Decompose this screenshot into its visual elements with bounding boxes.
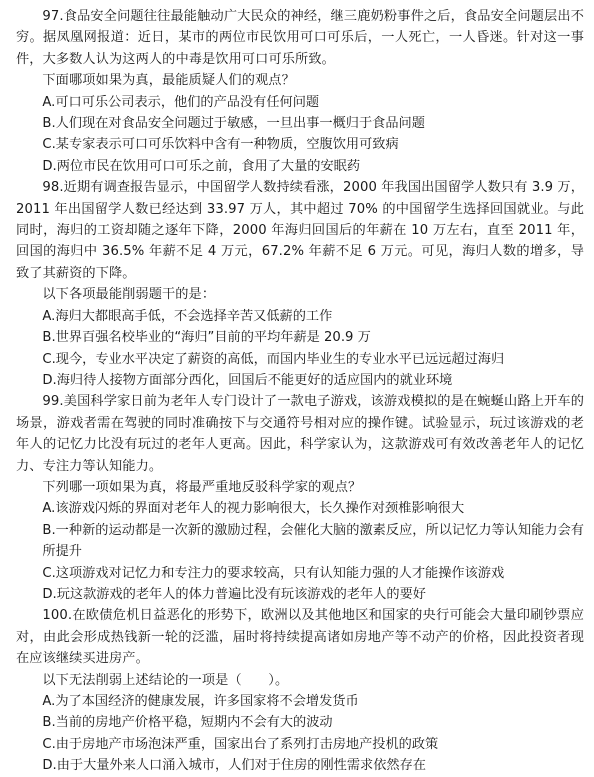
question-number: 99. <box>42 394 64 410</box>
option-d: D.玩这款游戏的老年人的体力普遍比没有玩该游戏的老年人的要好 <box>42 586 426 602</box>
question-99 <box>16 391 584 605</box>
question-text: 食品安全问题往往最能触动广大民众的神经，继三鹿奶粉事件之后，食品安全问题层出不穷。据凤凰网报道：近日，某市的两位市民饮用可口可乐后，一人死亡，一人昏迷。针对这一事件，大多数人认为这两人的中毒是饮用可口可乐所致。 <box>16 9 584 67</box>
question-text: 在欧债危机日益恶化的形势下，欧洲以及其他地区和国家的央行可能会大量印刷钞票应对，由此会形成热钱新一轮的泛滥，届时将持续提高诸如房地产等不动产的价格，因此投资者现在应该继续买进房产。 <box>16 608 584 667</box>
question-text: 近期有调查报告显示，中国留学人数持续看涨，2000 年我国出国留学人数只有 3.9 万，2011 年出国留学人数已经达到 33.97 万人，其中超过 70% 的中国留学生选择回国就业。与此同时，海归的工资却随之逐年下降，2000 年海归回国后的年薪在 10 万左右，直至 2011 年，回国的海归中 36.5% 年薪不足 4 万元，67.2% 年薪不足 6 万元。可见，海归人数的增多，导致了其薪资的下降。 <box>16 180 584 281</box>
option-c: C.现今，专业水平决定了薪资的高低，而国内毕业生的专业水平已远远超过海归 <box>42 351 505 367</box>
question-prompt: 以下无法削弱上述结论的一项是（ ）。 <box>42 672 289 688</box>
option-d: D.两位市民在饮用可口可乐之前，食用了大量的安眠药 <box>42 158 361 174</box>
option-c: C.这项游戏对记忆力和专注力的要求较高，只有认知能力强的人才能操作该游戏 <box>42 565 505 581</box>
option-b: B.当前的房地产价格平稳，短期内不会有大的波动 <box>42 715 333 731</box>
option-b: B.人们现在对食品安全问题过于敏感，一旦出事一概归于食品问题 <box>42 116 425 132</box>
option-d: D.海归待人接物方面部分西化，回国后不能更好的适应国内的就业环境 <box>42 372 453 388</box>
question-stem <box>16 605 584 669</box>
option-b: B.世界百强名校毕业的“海归”目前的平均年薪是 20.9 万 <box>42 330 371 346</box>
question-100 <box>16 605 584 776</box>
option-b: B.一种新的运动都是一次新的激励过程，会催化大脑的激素反应，所以记忆力等认知能力会有所提升 <box>42 522 584 560</box>
question-number: 100. <box>42 608 73 624</box>
option-c: C.某专家表示可口可乐饮料中含有一种物质，空腹饮用可致病 <box>42 137 399 153</box>
option-d: D.由于大量外来人口涌入城市，人们对于住房的刚性需求依然存在 <box>42 758 426 774</box>
question-97 <box>16 6 584 177</box>
option-a: A.可口可乐公司表示，他们的产品没有任何问题 <box>42 94 320 110</box>
option-c: C.由于房地产市场泡沫严重，国家出台了系列打击房地产投机的政策 <box>42 736 439 752</box>
question-prompt: 下面哪项如果为真，最能质疑人们的观点？ <box>42 73 295 89</box>
option-a: A.海归大都眼高手低，不会选择辛苦又低薪的工作 <box>42 308 333 324</box>
question-prompt: 下列哪一项如果为真，将最严重地反驳科学家的观点？ <box>42 479 362 495</box>
question-text: 美国科学家日前为老年人专门设计了一款电子游戏，该游戏模拟的是在蜿蜒山路上开车的场景，游戏者需在驾驶的同时准确按下与交通符号相对应的操作键。试验显示，玩过该游戏的老年人的记忆力比没有玩过的老年人更高。因此，科学家认为，这款游戏可有效改善老年人的记忆力、专注力等认知能力。 <box>16 394 584 474</box>
question-stem <box>16 391 584 477</box>
question-prompt: 以下各项最能削弱题干的是： <box>42 287 216 303</box>
option-a: A.为了本国经济的健康发展，许多国家将不会增发货币 <box>42 694 359 709</box>
question-stem <box>16 6 584 70</box>
question-number: 98. <box>42 180 64 196</box>
question-stem <box>16 177 584 284</box>
option-a: A.该游戏闪烁的界面对老年人的视力影响很大，长久操作对颈椎影响很大 <box>42 501 465 517</box>
question-number: 97. <box>42 9 64 24</box>
question-98 <box>16 177 584 391</box>
